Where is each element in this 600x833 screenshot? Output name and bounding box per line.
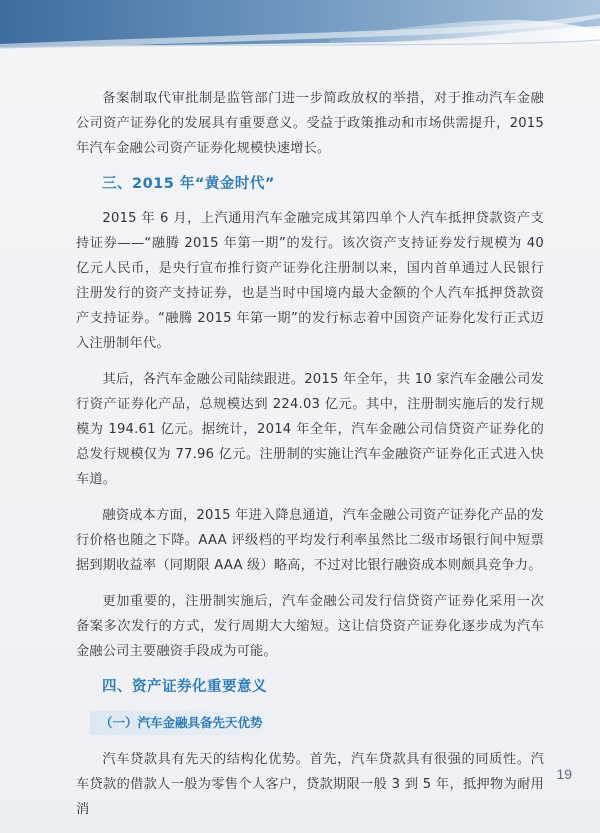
header-car-silhouette-banner bbox=[0, 0, 600, 62]
paragraph-financing-cost: 融资成本方面，2015 年进入降息通道，汽车金融公司资产证券化产品的发行价格也随之下降。AAA 评级档的平均发行利率虽然比二级市场银行间中短票据到期收益率（同期限 AAA 级）略高，不过对比银行融资成本则颇具竞争力。 bbox=[76, 508, 544, 573]
paragraph-registration-significance: 更加重要的，注册制实施后，汽车金融公司发行信贷资产证券化采用一次备案多次发行的方式，发行周期大大缩短。这让信贷资产证券化逐步成为汽车金融公司主要融资手段成为可能。 bbox=[76, 594, 544, 659]
main-content bbox=[76, 86, 544, 833]
subheading-inherent-advantage: （一）汽车金融具备先天优势 bbox=[90, 711, 273, 735]
paragraph-intro: 备案制取代审批制是监管部门进一步简政放权的举措，对于推动汽车金融公司资产证券化的发展具有重要意义。受益于政策推动和市场供需提升，2015 年汽车金融公司资产证券化规模快速增长。 bbox=[76, 91, 544, 156]
paragraph-rongteng-issuance: 2015 年 6 月，上汽通用汽车金融完成其第四单个人汽车抵押贷款资产支持证券——“融腾 2015 年第一期”的发行。该次资产支持证券发行规模为 40 亿元人民币，是央行宣布推行资产证券化注册制以来，国内首单通过人民银行注册发行的资产支持证券，也是当时中国境内最大金额的个人汽车抵押贷款资产支持证券。“融腾 2015 年第一期”的发行标志着中国资产证券化发行正式迈入注册制年代。 bbox=[76, 211, 544, 351]
page-number: 19 bbox=[556, 766, 572, 782]
section-heading-golden-era: 三、2015 年“黄金时代” bbox=[102, 176, 275, 192]
paragraph-structural-advantage: 汽车贷款具有先天的结构化优势。首先，汽车贷款具有很强的同质性。汽车贷款的借款人一般为零售个人客户，贷款期限一般 3 到 5 年，抵押物为耐用消 bbox=[76, 752, 544, 817]
section-heading-abs-significance: 四、资产证券化重要意义 bbox=[102, 679, 267, 695]
paragraph-market-followup: 其后，各汽车金融公司陆续跟进。2015 年全年，共 10 家汽车金融公司发行资产证券化产品，总规模达到 224.03 亿元。其中，注册制实施后的发行规模为 194.61 亿元。据统计，2014 年全年，汽车金融公司信贷资产证券化的总发行规模仅为 77.96 亿元。注册制的实施让汽车金融资产证券化正式进入快车道。 bbox=[76, 372, 544, 487]
